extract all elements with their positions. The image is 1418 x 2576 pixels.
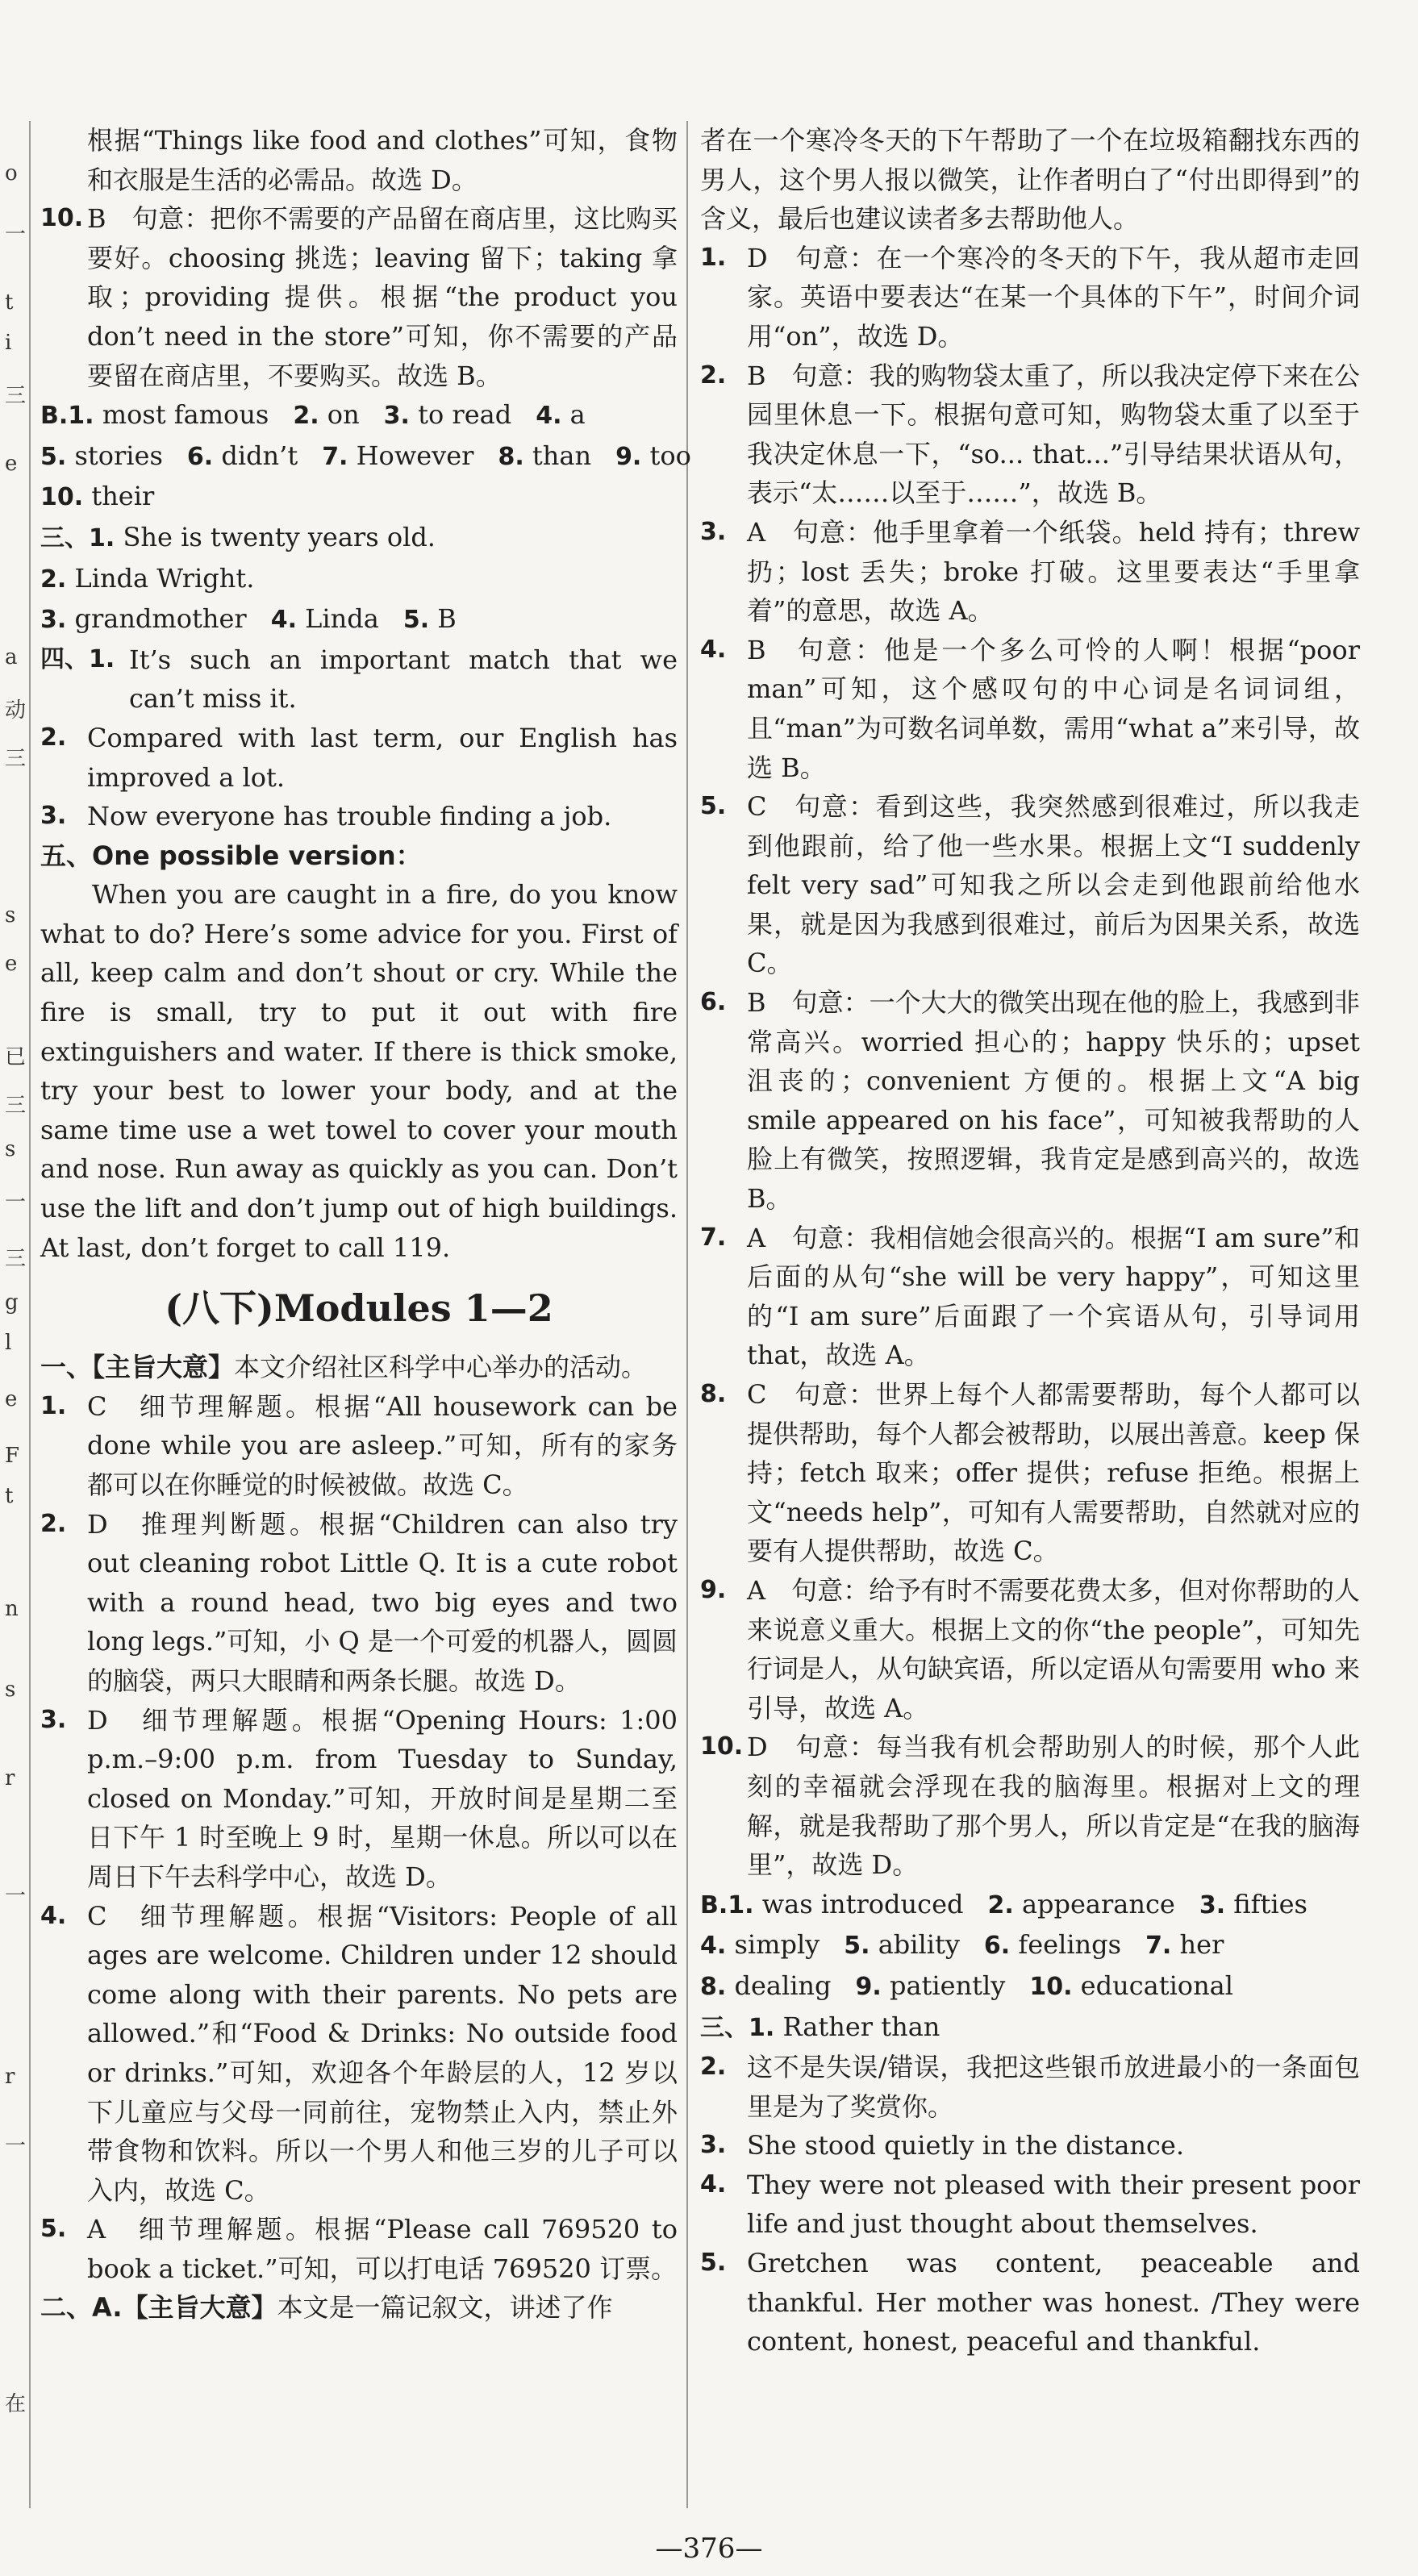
edge-glyph: 已 bbox=[5, 1045, 27, 1069]
section-san-item: 三、1. She is twenty years old. bbox=[40, 521, 436, 552]
edge-glyph: r bbox=[5, 2065, 15, 2089]
edge-glyph: l bbox=[5, 1331, 12, 1355]
edge-glyph: 三 bbox=[5, 1247, 27, 1271]
page-number: —376— bbox=[655, 2532, 763, 2565]
edge-glyph: e bbox=[5, 952, 18, 976]
answer-item: 10. D 句意：每当我有机会帮助别人的时候，那个人此刻的幸福就会浮现在我的脑海里。根据对上文的理解，就是我帮助了那个男人，所以肯定是“在我的脑海里”，故选 D。 bbox=[700, 1732, 1360, 1881]
left-margin-rule bbox=[29, 121, 31, 2508]
answer-continuation: 根据“Things like food and clothes”可知，食物和衣服是生活的必需品。故选 D。 bbox=[87, 125, 678, 195]
section-si-item: 3. Now everyone has trouble finding a job. bbox=[40, 801, 612, 832]
edge-glyph: n bbox=[5, 1597, 19, 1621]
answer-item: 6. B 句意：一个大大的微笑出现在他的脸上，我感到非常高兴。worried 担心的；happy 快乐的；upset 沮丧的；convenient 方便的。根据上文“A big smile appeared on his face”，可知被我帮助的人脸上有微笑，按照逻辑，我肯定是感到高兴的，故选 B。 bbox=[700, 987, 1360, 1215]
edge-glyph: 在 bbox=[5, 2392, 27, 2416]
edge-glyph: 一 bbox=[5, 223, 27, 247]
edge-glyph: o bbox=[5, 161, 18, 185]
answer-item: 5. C 句意：看到这些，我突然感到很难过，所以我走到他跟前，给了他一些水果。根据上文“I suddenly felt very sad”可知我之所以会走到他跟前给他水果，就是因为我感到很难过，前后为因果关系，故选 C。 bbox=[700, 791, 1360, 979]
edge-glyph: t bbox=[5, 290, 14, 315]
edge-glyph: F bbox=[5, 1444, 20, 1468]
edge-glyph: s bbox=[5, 1137, 16, 1161]
answer-item: 3. D 细节理解题。根据“Opening Hours: 1:00 p.m.–9:00 p.m. from Tuesday to Sunday, closed on Monday.”可知，开放时间是星期二至日下午 1 时至晚上 9 时，星期一休息。所以可以在周日下午去科学中心，故选 D。 bbox=[40, 1704, 678, 1892]
section-si-item: 2. Compared with last term, our English has improved a lot. bbox=[40, 722, 678, 793]
fill-row: B.1. most famous 2. on 3. to read 4. a bbox=[40, 399, 586, 431]
answer-item: 8. C 句意：世界上每个人都需要帮助，每个人都可以提供帮助，每个人都会被帮助，以展出善意。keep 保持；fetch 取来；offer 提供；refuse 拒绝。根据上文“needs help”，可知有人需要帮助，自然就对应的要有人提供帮助，故选 C。 bbox=[700, 1379, 1360, 1567]
section-san-item: 2. 这不是失误/错误，我把这些银币放进最小的一条面包里是为了奖赏你。 bbox=[700, 2052, 1360, 2122]
section-san-item: 2. Linda Wright. bbox=[40, 562, 255, 594]
edge-glyph: t bbox=[5, 1484, 14, 1508]
fill-row: 3. grandmother 4. Linda 5. B bbox=[40, 603, 457, 635]
edge-glyph: s bbox=[5, 1678, 16, 1702]
answer-item: 1. C 细节理解题。根据“All housework can be done while you are asleep.”可知，所有的家务都可以在你睡觉的时候被做。故选 C。 bbox=[40, 1390, 678, 1500]
edge-glyph: i bbox=[5, 331, 12, 355]
edge-glyph: 一 bbox=[5, 1190, 27, 1215]
model-essay: When you are caught in a fire, do you know what to do? Here’s some advice for you. First of all, keep calm and don’t shout or cry. While the fire is small, try to put it out with fire extinguishers and water. If there is thick smoke, try your best to lower your body, and at the same time use a wet towel to cover your mouth and nose. Run away as quickly as you can. Don’t use the lift and don’t jump out of high buildings. At last, don’t forget to call 119. bbox=[40, 879, 678, 1263]
fill-row: 10. their bbox=[40, 481, 155, 512]
answer-item: 4. C 细节理解题。根据“Visitors: People of all ages are welcome. Children under 12 should come along with their parents. No pets are allowed.”和“Food & Drinks: No outside food or drinks.”可知，欢迎各个年龄层的人，12 岁以下儿童应与父母一同前往，宠物禁止入内，禁止外带食物和饮料。所以一个男人和他三岁的儿子可以入内，故选 C。 bbox=[40, 1900, 678, 2206]
answer-item bbox=[40, 199, 678, 395]
fill-row: 5. stories 6. didn’t 7. However 8. than 9. too bbox=[40, 440, 691, 471]
answer-item: 2. B 句意：我的购物袋太重了，所以我决定停下来在公园里休息一下。根据句意可知，购物袋太重了以至于我决定休息一下，“so... that...”引导结果状语从句，表示“太……以至于……”，故选 B。 bbox=[700, 360, 1360, 509]
section-si-item: 四、1. It’s such an important match that we can’t miss it. bbox=[40, 644, 678, 715]
edge-glyph: r bbox=[5, 1766, 15, 1790]
right-column bbox=[700, 121, 1360, 2361]
edge-glyph: s bbox=[5, 903, 16, 927]
item-number: 10. bbox=[40, 204, 84, 233]
section-summary: 二、A.【主旨大意】本文是一篇记叙文，讲述了作 bbox=[40, 2292, 613, 2324]
section-san-item: 3. She stood quietly in the distance. bbox=[700, 2130, 1185, 2161]
answer-item: 7. A 句意：我相信她会很高兴的。根据“I am sure”和后面的从句“she will be very happy”，可知这里的“I am sure”后面跟了一个宾语从句，引导词用 that，故选 A。 bbox=[700, 1222, 1360, 1371]
edge-glyph: 一 bbox=[5, 1884, 27, 1908]
answer-item: 2. D 推理判断题。根据“Children can also try out cleaning robot Little Q. It is a cute robot with a round head, two big eyes and two long legs.”可知，小 Q 是一个可爱的机器人，圆圆的脑袋，两只大眼睛和两条长腿。故选 D。 bbox=[40, 1508, 678, 1696]
section-summary: 一、【主旨大意】本文介绍社区科学中心举办的活动。 bbox=[40, 1352, 648, 1383]
essay-heading: 五、One possible version： bbox=[40, 840, 422, 871]
edge-glyph: 三 bbox=[5, 1094, 27, 1118]
column-divider bbox=[686, 121, 688, 2508]
edge-glyph: e bbox=[5, 452, 18, 476]
left-edge-bleed bbox=[0, 0, 31, 2576]
section-san-item: 5. Gretchen was content, peaceable and thankful. Her mother was honest. /They were content, honest, peaceful and thankful. bbox=[700, 2248, 1360, 2357]
answer-item: 4. B 句意：他是一个多么可怜的人啊！根据“poor man”可知，这个感叹句的中心词是名词词组，且“man”为可数名词单数，需用“what a”来引导，故选 B。 bbox=[700, 634, 1360, 783]
answer-item: 1. D 句意：在一个寒冷的冬天的下午，我从超市走回家。英语中要表达“在某一个具体的下午”，时间介词用“on”，故选 D。 bbox=[700, 242, 1360, 352]
module-title: (八下)Modules 1—2 bbox=[165, 1286, 553, 1331]
edge-glyph: 三 bbox=[5, 747, 27, 771]
edge-glyph: a bbox=[5, 645, 18, 669]
section-san-item: 4. They were not pleased with their present poor life and just thought about themselves. bbox=[700, 2169, 1360, 2240]
fill-row: 4. simply 5. ability 6. feelings 7. her bbox=[700, 1929, 1224, 1961]
answer-text: B 句意：把你不需要的产品留在商店里，这比购买要好。choosing 挑选；leaving 留下；taking 拿取；providing 提供。根据“the product you don’t need in the store”可知，你不需要的产品要留在商店里，不要购买。故选 B。 bbox=[87, 203, 678, 391]
edge-glyph: e bbox=[5, 1387, 18, 1411]
section-san-item: 三、1. Rather than bbox=[700, 2011, 940, 2042]
left-column bbox=[40, 121, 691, 2328]
fill-row: 8. dealing 9. patiently 10. educational bbox=[700, 1970, 1233, 2001]
edge-glyph: 三 bbox=[5, 384, 27, 408]
answer-item: 9. A 句意：给予有时不需要花费太多，但对你帮助的人来说意义重大。根据上文的你“the people”，可知先行词是人，从句缺宾语，所以定语从句需要用 who 来引导，故选 A。 bbox=[700, 1574, 1360, 1724]
edge-glyph: 动 bbox=[5, 698, 27, 723]
edge-glyph: g bbox=[5, 1290, 19, 1315]
edge-glyph: 一 bbox=[5, 2134, 27, 2158]
answer-item: 5. A 细节理解题。根据“Please call 769520 to book a ticket.”可知，可以打电话 769520 订票。 bbox=[40, 2214, 678, 2284]
summary-continuation: 者在一个寒冷冬天的下午帮助了一个在垃圾箱翻找东西的男人，这个男人报以微笑，让作者明白了“付出即得到”的含义，最后也建议读者多去帮助他人。 bbox=[700, 125, 1360, 235]
fill-row: B.1. was introduced 2. appearance 3. fifties bbox=[700, 1888, 1307, 1919]
answer-item: 3. A 句意：他手里拿着一个纸袋。held 持有；threw 扔；lost 丢失；broke 打破。这里要表达“手里拿着”的意思，故选 A。 bbox=[700, 516, 1360, 627]
